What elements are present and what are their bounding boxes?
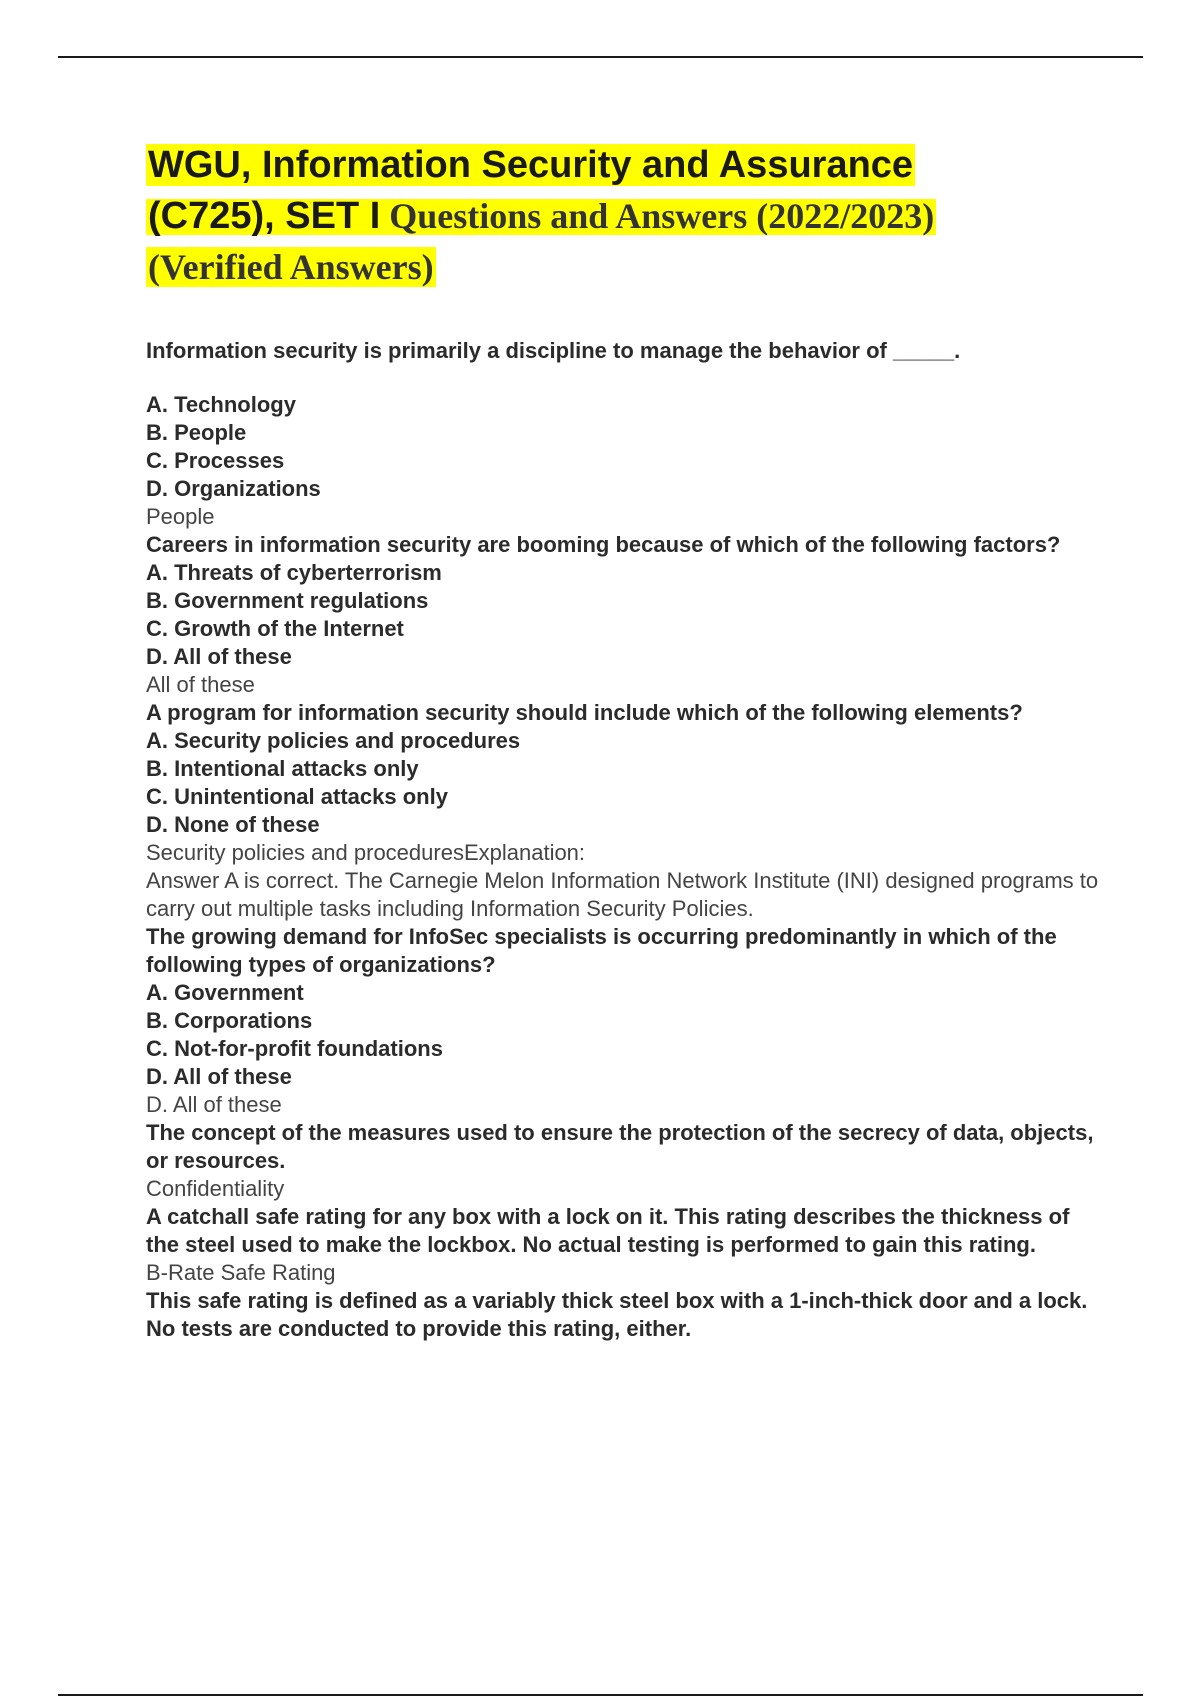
title-subtitle: Questions and Answers (2022/2023) xyxy=(389,196,935,236)
option: B. Intentional attacks only xyxy=(146,756,419,781)
answer-text: Security policies and proceduresExplanation: xyxy=(146,840,586,865)
qa-list xyxy=(146,337,1106,1343)
header-rule xyxy=(58,56,1143,58)
option: D. Organizations xyxy=(146,476,321,501)
options-list xyxy=(146,727,1106,839)
option: C. Growth of the Internet xyxy=(146,616,404,641)
answer-text: B-Rate Safe Rating xyxy=(146,1260,336,1285)
option: D. None of these xyxy=(146,812,320,837)
option: B. People xyxy=(146,420,247,445)
question-text: A program for information security should include which of the following elements? xyxy=(146,700,1023,725)
option: C. Unintentional attacks only xyxy=(146,784,448,809)
question-text: Careers in information security are booming because of which of the following factors? xyxy=(146,532,1061,557)
option: D. All of these xyxy=(146,1064,292,1089)
answer-explanation: Answer A is correct. The Carnegie Melon Information Network Institute (INI) designed programs to carry out multiple tasks including Information Security Policies. xyxy=(146,868,1099,921)
answer-text: D. All of these xyxy=(146,1092,282,1117)
document-body xyxy=(146,140,1106,1343)
option: A. Threats of cyberterrorism xyxy=(146,560,442,585)
option: C. Not-for-profit foundations xyxy=(146,1036,443,1061)
question-text: Information security is primarily a discipline to manage the behavior of _____. xyxy=(146,338,961,363)
question-text: A catchall safe rating for any box with a lock on it. This rating describes the thickness of the steel used to make the lockbox. No actual testing is performed to gain this rating. xyxy=(146,1204,1070,1257)
question-text: This safe rating is defined as a variably thick steel box with a 1-inch-thick door and a lock. No tests are conducted to provide this rating, either. xyxy=(146,1288,1088,1341)
document-title xyxy=(146,140,1106,293)
option: B. Corporations xyxy=(146,1008,313,1033)
title-verified: (Verified Answers) xyxy=(148,247,434,287)
question-text: The concept of the measures used to ensure the protection of the secrecy of data, objects, or resources. xyxy=(146,1120,1094,1173)
answer-text: Confidentiality xyxy=(146,1176,285,1201)
answer-text: People xyxy=(146,504,215,529)
footer-rule xyxy=(58,1694,1143,1696)
options-list xyxy=(146,979,1106,1091)
option: A. Government xyxy=(146,980,304,1005)
question-text: The growing demand for InfoSec specialists is occurring predominantly in which of the following types of organizations? xyxy=(146,924,1057,977)
title-course-code: (C725), SET I xyxy=(148,195,381,237)
option: A. Security policies and procedures xyxy=(146,728,521,753)
option: C. Processes xyxy=(146,448,285,473)
title-line-1: WGU, Information Security and Assurance xyxy=(148,144,914,186)
option: A. Technology xyxy=(146,392,296,417)
options-list xyxy=(146,391,1106,503)
answer-text: All of these xyxy=(146,672,255,697)
options-list xyxy=(146,559,1106,671)
option: D. All of these xyxy=(146,644,292,669)
option: B. Government regulations xyxy=(146,588,429,613)
